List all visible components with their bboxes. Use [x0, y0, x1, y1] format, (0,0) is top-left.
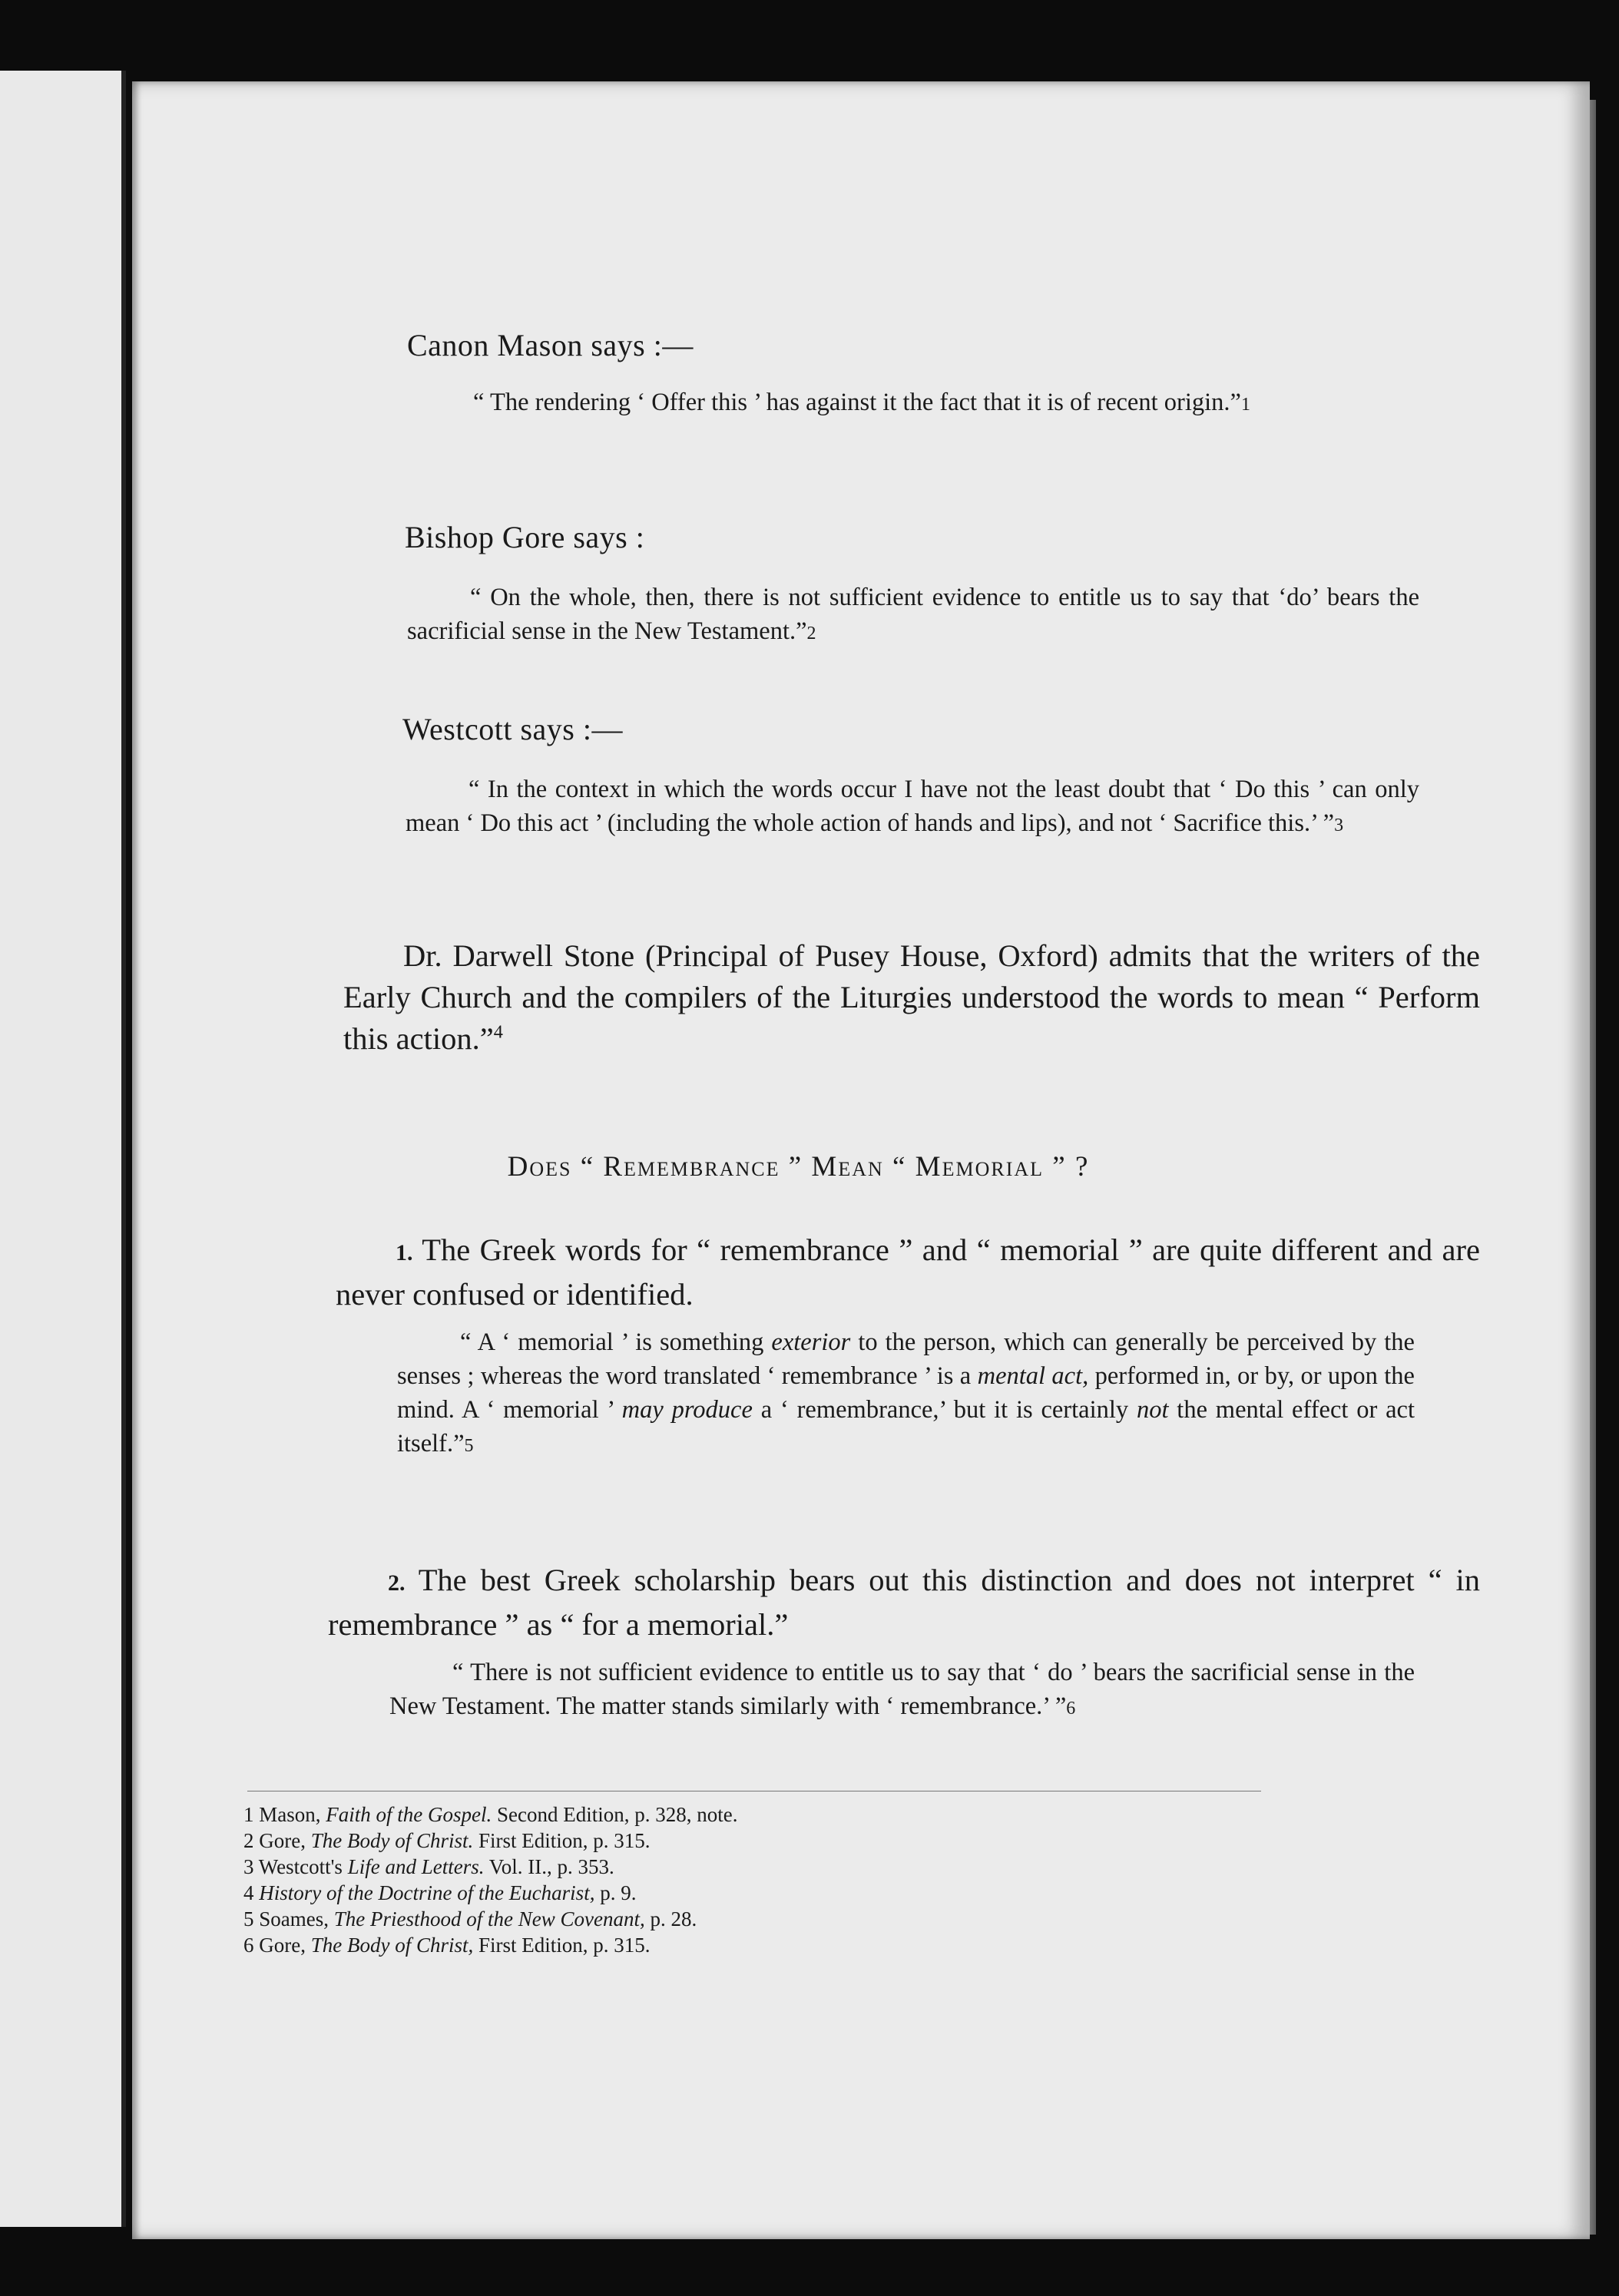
- footnote-number: 4: [243, 1881, 254, 1904]
- footnote-ref-1: 1: [1240, 395, 1250, 415]
- quote-memorial-part-3: performed in, or by, or upon the mind. A ‘ memorial ’: [397, 1362, 1415, 1424]
- footnote-number: 3: [243, 1855, 254, 1878]
- footnotes: [243, 1801, 1165, 1958]
- footnote-number: 6: [243, 1934, 254, 1957]
- footnote-4: [243, 1880, 1165, 1906]
- footnote-1: [243, 1801, 1165, 1828]
- quote-mason-text: “ The rendering ‘ Offer this ’ has against it the fact that it is of recent origin.”: [473, 389, 1241, 416]
- quote-westcott: [406, 773, 1419, 842]
- paragraph-point-2: [328, 1560, 1480, 1646]
- footnote-number: 5: [243, 1907, 254, 1930]
- quote-memorial-part-2: to the person, which can generally be perceived by the senses ; whereas the word translated ‘ remembrance ’ is a: [397, 1328, 1415, 1390]
- paragraph-point-1: [336, 1229, 1480, 1315]
- point-1-number: 1.: [396, 1240, 413, 1265]
- footnote-3: [243, 1854, 1165, 1880]
- footnote-detail: First Edition, p. 315.: [473, 1829, 651, 1852]
- footnote-ref-2: 2: [806, 624, 816, 643]
- footnote-detail: First Edition, p. 315.: [473, 1934, 651, 1957]
- point-2-text: The best Greek scholarship bears out this distinction and does not interpret “ in remembrance ” as “ for a memorial.”: [328, 1563, 1480, 1642]
- footnote-author: Gore,: [259, 1829, 311, 1852]
- quote-scholarship: [389, 1656, 1415, 1725]
- quote-memorial-part-5: the mental effect or act itself.”: [397, 1396, 1415, 1457]
- quote-memorial-part-1: “ A ‘ memorial ’ is something: [460, 1328, 772, 1356]
- footnote-number: 2: [243, 1829, 254, 1852]
- footnote-detail: Second Edition, p. 328, note.: [492, 1803, 738, 1826]
- point-1-text: The Greek words for “ remembrance ” and “ memorial ” are quite different and are never confused or identified.: [336, 1232, 1480, 1312]
- quote-gore: [407, 581, 1419, 650]
- paragraph-darwell-stone-text: Dr. Darwell Stone (Principal of Pusey House, Oxford) admits that the writers of the Early Church and the compilers of the Liturgies understood the words to mean “ Perform this action.”: [343, 938, 1480, 1056]
- footnote-author: Soames,: [259, 1907, 334, 1930]
- footnote-number: 1: [243, 1803, 254, 1826]
- footnote-5: [243, 1906, 1165, 1932]
- footnote-detail: Vol. II., p. 353.: [484, 1855, 614, 1878]
- heading-canon-mason: Canon Mason says :—: [407, 328, 694, 362]
- footnote-title: The Priesthood of the New Covenant,: [333, 1907, 645, 1930]
- footnote-ref-4: 4: [493, 1021, 503, 1043]
- footnote-author: Mason,: [259, 1803, 326, 1826]
- footnote-detail: p. 28.: [644, 1907, 697, 1930]
- quote-memorial-emphasis-4: not: [1136, 1396, 1169, 1424]
- quote-memorial-emphasis-2: mental act,: [977, 1362, 1089, 1390]
- footnote-ref-6: 6: [1066, 1699, 1076, 1719]
- footnote-title: The Body of Christ.: [310, 1829, 474, 1852]
- paragraph-darwell-stone: [343, 935, 1480, 1060]
- heading-westcott: Westcott says :—: [402, 712, 623, 746]
- quote-gore-text: “ On the whole, then, there is not sufficient evidence to entitle us to say that ‘do’ bears the sacrificial sense in the New Testament.”: [407, 584, 1419, 645]
- quote-westcott-text: “ In the context in which the words occur I have not the least doubt that ‘ Do this ’ can only mean ‘ Do this act ’ (including the whole action of hands and lips), and not ‘ Sacrifice this.’ ”: [406, 776, 1419, 837]
- quote-mason: [410, 385, 1421, 422]
- footnote-2: [243, 1828, 1165, 1854]
- footnote-author: Westcott's: [258, 1855, 348, 1878]
- quote-memorial-part-4: a ‘ remembrance,’ but it is certainly: [752, 1396, 1137, 1424]
- footnote-ref-5: 5: [464, 1436, 474, 1456]
- quote-memorial-emphasis-3: may produce: [621, 1396, 753, 1424]
- footnote-title: History of the Doctrine of the Eucharist,: [259, 1881, 595, 1904]
- point-2-number: 2.: [388, 1570, 406, 1596]
- quote-memorial-emphasis-1: exterior: [771, 1328, 851, 1356]
- footnote-detail: p. 9.: [594, 1881, 637, 1904]
- footnote-ref-3: 3: [1334, 816, 1344, 835]
- footnote-6: [243, 1932, 1165, 1958]
- quote-scholarship-text: “ There is not sufficient evidence to entitle us to say that ‘ do ’ bears the sacrificial sense in the New Testament. The matter stands similarly with ‘ remembrance.’ ”: [389, 1659, 1415, 1720]
- footnote-title: Life and Letters.: [347, 1855, 485, 1878]
- heading-bishop-gore: Bishop Gore says :: [405, 520, 645, 554]
- footnote-author: Gore,: [259, 1934, 311, 1957]
- document-page: [132, 81, 1590, 2239]
- footnote-title: The Body of Christ,: [310, 1934, 474, 1957]
- footnote-title: Faith of the Gospel.: [326, 1803, 492, 1826]
- quote-memorial: [397, 1325, 1415, 1463]
- section-title: Does “ Remembrance ” Mean “ Memorial ” ?: [507, 1151, 1090, 1183]
- facing-page-edge: [0, 71, 126, 2227]
